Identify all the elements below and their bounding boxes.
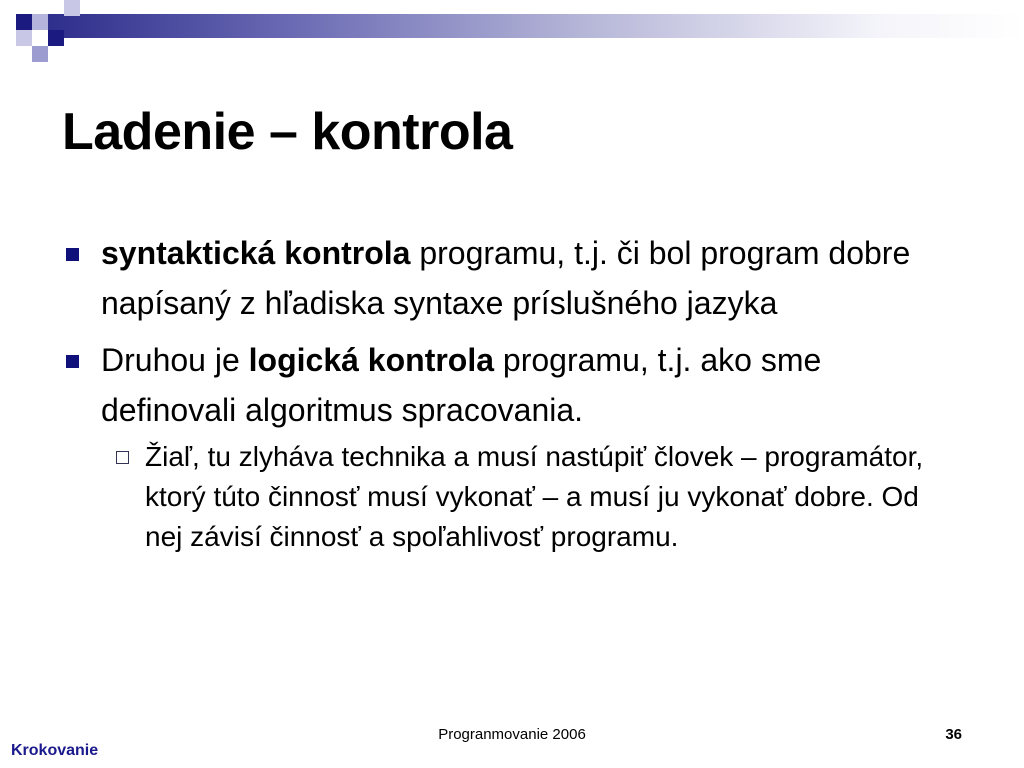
slide-title: Ladenie – kontrola <box>62 103 513 161</box>
header-decoration <box>0 0 1024 64</box>
bullet-bold-text: logická kontrola <box>248 342 495 378</box>
sub-bullet-list <box>101 437 941 557</box>
bullet-text: programu, t.j. či bol program dobre napísaný z hľadiska syntaxe príslušného jazyka <box>101 235 911 321</box>
bullet-text: programu, t.j. ako sme definovali algoritmus spracovania. <box>101 342 822 428</box>
bullet-list <box>0 228 1024 564</box>
footer-course-title: Progranmovanie 2006 <box>438 726 586 743</box>
decor-square-icon <box>16 14 32 30</box>
decor-square-icon <box>16 30 32 46</box>
page-number: 36 <box>945 726 962 743</box>
decor-square-icon <box>48 30 64 46</box>
footer-section-label: Krokovanie <box>11 742 99 759</box>
decor-square-icon <box>32 14 48 30</box>
sub-bullet-text: Žiaľ, tu zlyháva technika a musí nastúpiť človek – programátor, ktorý túto činnosť musí vykonať – a musí ju vykonať dobre. Od nej závisí činnosť a spoľahlivosť programu. <box>145 441 924 552</box>
filled-square-bullet-icon <box>66 355 79 368</box>
header-gradient-bar <box>48 14 1024 38</box>
bullet-bold-text: syntaktická kontrola <box>101 235 411 271</box>
decor-square-icon <box>64 0 80 16</box>
bullet-prefix-text: Druhou je <box>101 342 249 378</box>
bullet-item <box>0 335 941 557</box>
bullet-item <box>0 228 941 328</box>
sub-bullet-item <box>145 437 925 557</box>
filled-square-bullet-icon <box>66 248 79 261</box>
decor-square-icon <box>32 46 48 62</box>
hollow-square-bullet-icon <box>116 451 129 464</box>
